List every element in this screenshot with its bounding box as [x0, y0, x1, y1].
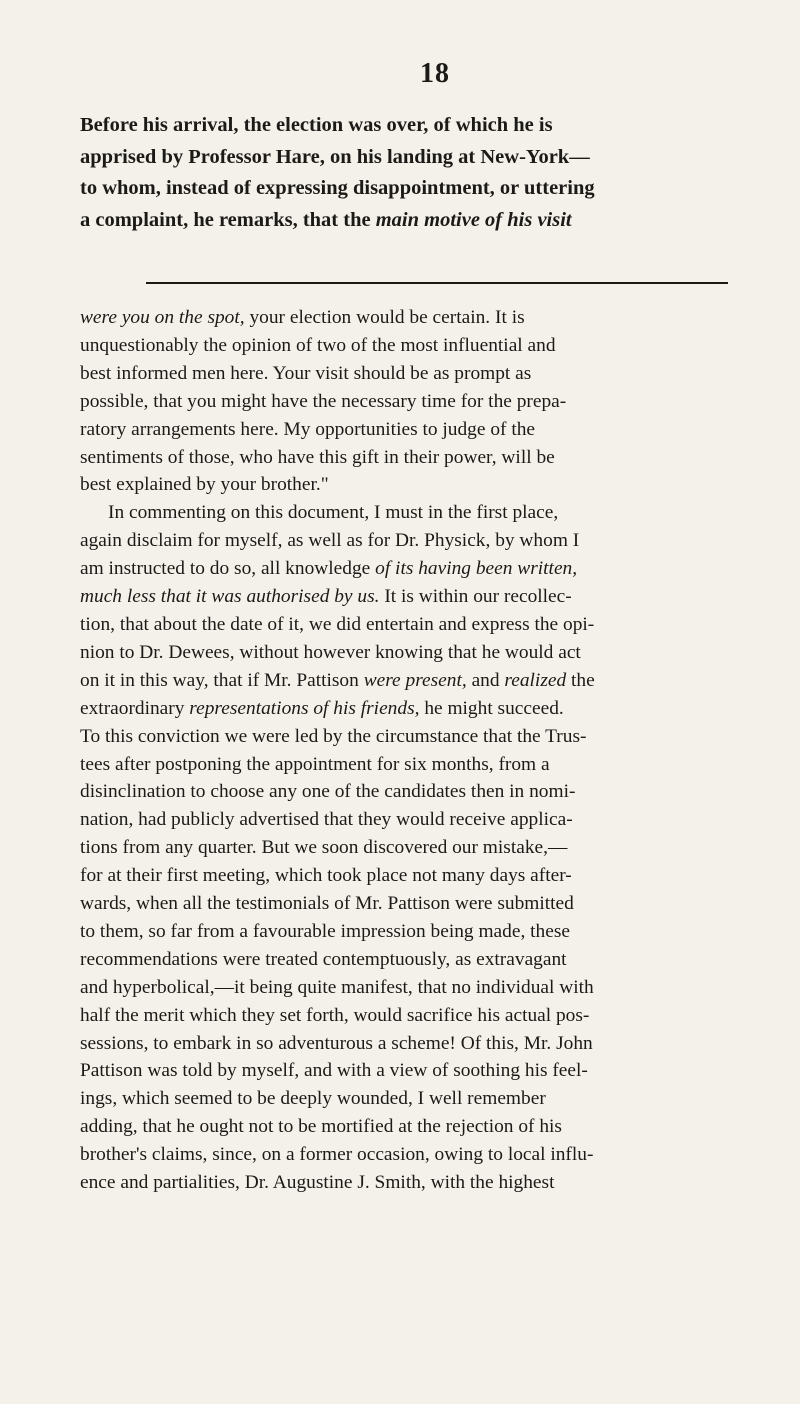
text-line: and hyperbolical,—it being quite manifest, that no individual with	[80, 976, 594, 998]
text-line: unquestionably the opinion of two of the most influential and	[80, 334, 556, 356]
text-line: were you on the spot, your election would be certain. It is	[80, 307, 525, 328]
text-line: possible, that you might have the necessary time for the prepa-	[80, 390, 567, 412]
text-line: extraordinary representations of his friends, he might succeed.	[80, 697, 564, 719]
text-line: sessions, to embark in so adventurous a scheme! Of this, Mr. John	[80, 1032, 593, 1054]
italic-phrase: were you on the spot,	[80, 307, 245, 328]
text-line: am instructed to do so, all knowledge of its having been written,	[80, 558, 578, 580]
text-line: best explained by your brother."	[80, 474, 329, 496]
opening-paragraph	[80, 110, 730, 236]
text-line: nation, had publicly advertised that they would receive applica-	[80, 809, 573, 831]
text-line: sentiments of those, who have this gift in their power, will be	[80, 446, 555, 468]
text-line: nion to Dr. Dewees, without however knowing that he would act	[80, 641, 581, 663]
text-line: for at their first meeting, which took place not many days after-	[80, 865, 572, 887]
text-line: apprised by Professor Hare, on his landing at New-York—	[80, 145, 590, 168]
section-rule	[146, 282, 728, 284]
text-line: to whom, instead of expressing disappointment, or uttering	[80, 177, 595, 199]
text-line: disinclination to choose any one of the candidates then in nomi-	[80, 781, 576, 803]
text-line: Pattison was told by myself, and with a view of soothing his feel-	[80, 1060, 588, 1082]
text-line: best informed men here. Your visit should be as prompt as	[80, 362, 532, 384]
text-line: much less that it was authorised by us. It is within our recollec-	[80, 586, 572, 608]
text-line: a complaint, he remarks, that the main motive of his visit	[80, 208, 572, 231]
text-line: again disclaim for myself, as well as for Dr. Physick, by whom I	[80, 530, 580, 552]
text-line: tees after postponing the appointment for six months, from a	[80, 753, 550, 775]
text-line: on it in this way, that if Mr. Pattison were present, and realized the	[80, 669, 595, 691]
italic-phrase: representations of his friends,	[189, 697, 420, 719]
text-line: brother's claims, since, on a former occasion, owing to local influ-	[80, 1144, 594, 1166]
italic-phrase: main motive of his visit	[375, 208, 572, 231]
page-number: 18	[420, 58, 450, 89]
text-line: adding, that he ought not to be mortified at the rejection of his	[80, 1116, 562, 1138]
text-line: Before his arrival, the election was over, of which he is	[80, 114, 553, 136]
text-line: tions from any quarter. But we soon discovered our mistake,—	[80, 837, 568, 859]
text-line: recommendations were treated contemptuously, as extravagant	[80, 948, 567, 970]
text-line: to them, so far from a favourable impression being made, these	[80, 920, 571, 942]
italic-phrase: of its having been written,	[375, 558, 578, 580]
text-line: tion, that about the date of it, we did entertain and express the opi-	[80, 613, 595, 635]
text-line: ratory arrangements here. My opportunities to judge of the	[80, 418, 536, 440]
italic-phrase: were present,	[363, 669, 467, 691]
text-line: half the merit which they set forth, would sacrifice his actual pos-	[80, 1004, 590, 1026]
italic-phrase: much less that it was authorised by us.	[80, 586, 380, 608]
text-line: ings, which seemed to be deeply wounded, I well remember	[80, 1088, 546, 1110]
text-line: ence and partialities, Dr. Augustine J. Smith, with the highest	[80, 1172, 555, 1194]
text-line: In commenting on this document, I must in the first place,	[108, 502, 559, 524]
text-line: wards, when all the testimonials of Mr. Pattison were submitted	[80, 893, 574, 915]
italic-phrase: realized	[504, 669, 567, 691]
text-line: To this conviction we were led by the circumstance that the Trus-	[80, 725, 587, 747]
body-text	[80, 304, 740, 1197]
